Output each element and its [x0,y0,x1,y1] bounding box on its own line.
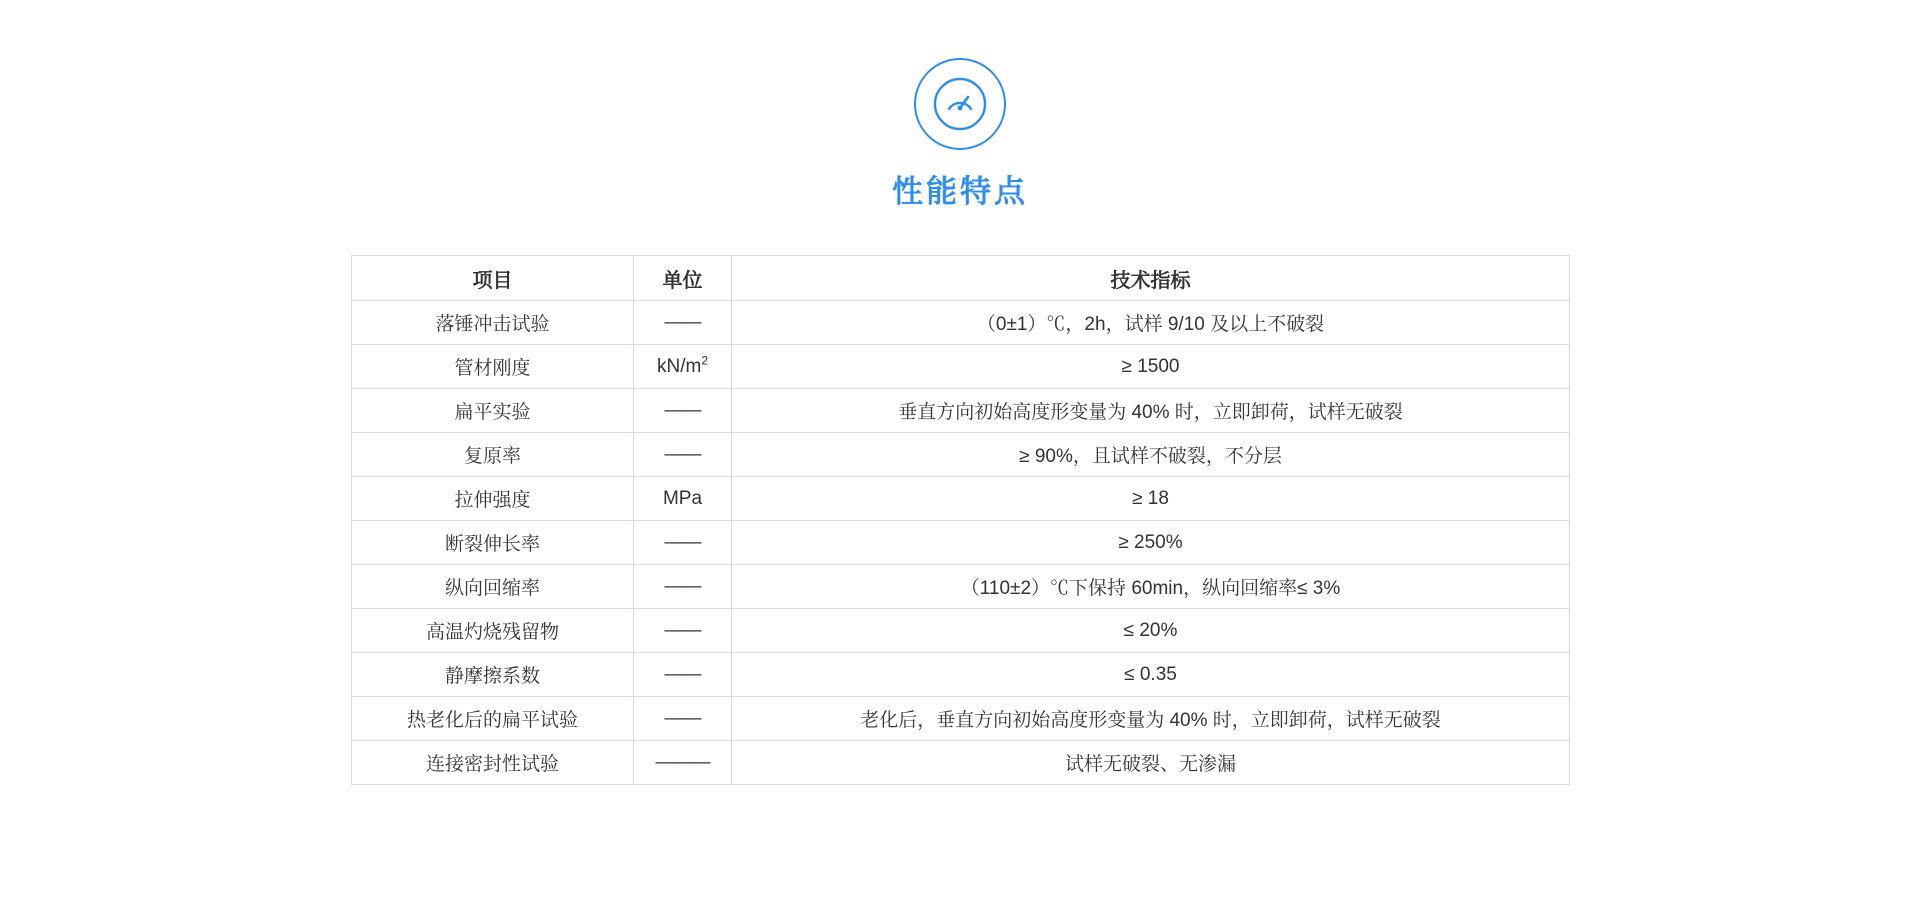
cell-unit: —— [634,389,732,433]
cell-unit-exponent: 2 [701,353,708,368]
cell-index: ≥ 18 [732,477,1570,521]
table-row [352,653,1570,697]
table-row [352,477,1570,521]
cell-index: 老化后，垂直方向初始高度形变量为 40% 时，立即卸荷，试样无破裂 [732,697,1570,741]
cell-index: （0±1）℃，2h，试样 9/10 及以上不破裂 [732,301,1570,345]
cell-item: 静摩擦系数 [352,653,634,697]
cell-index: （110±2）℃下保持 60min，纵向回缩率≤ 3% [732,565,1570,609]
spec-table [351,255,1570,785]
cell-item: 高温灼烧残留物 [352,609,634,653]
cell-unit: —— [634,609,732,653]
cell-unit: —— [634,565,732,609]
table-row [352,565,1570,609]
cell-unit: —— [634,653,732,697]
cell-unit: MPa [634,477,732,521]
table-header-row [352,256,1570,301]
cell-item: 热老化后的扁平试验 [352,697,634,741]
cell-item: 拉伸强度 [352,477,634,521]
cell-unit: ——— [634,741,732,785]
table-row [352,741,1570,785]
column-header-index: 技术指标 [732,256,1570,301]
page-header [0,0,1920,207]
table-row [352,433,1570,477]
table-row [352,521,1570,565]
cell-unit: —— [634,433,732,477]
cell-index: ≥ 90%，且试样不破裂，不分层 [732,433,1570,477]
cell-index: 试样无破裂、无渗漏 [732,741,1570,785]
table-row [352,609,1570,653]
table-head [352,256,1570,301]
cell-unit: —— [634,301,732,345]
cell-unit-base: kN/m [656,355,702,377]
column-header-item: 项目 [352,256,634,301]
spec-table-container [351,255,1569,785]
cell-item: 落锤冲击试验 [352,301,634,345]
cell-unit: —— [634,521,732,565]
cell-index: ≤ 20% [732,609,1570,653]
cell-index: ≤ 0.35 [732,653,1570,697]
cell-item: 扁平实验 [352,389,634,433]
cell-item: 复原率 [352,433,634,477]
table-row [352,697,1570,741]
cell-item: 纵向回缩率 [352,565,634,609]
cell-index: ≥ 1500 [732,345,1570,389]
cell-item: 断裂伸长率 [352,521,634,565]
table-row [352,389,1570,433]
cell-item: 连接密封性试验 [352,741,634,785]
table-body [352,301,1570,785]
cell-unit: —— [634,697,732,741]
table-row [352,301,1570,345]
gauge-icon [914,58,1006,150]
column-header-unit: 单位 [634,256,732,301]
cell-item: 管材刚度 [352,345,634,389]
cell-index: 垂直方向初始高度形变量为 40% 时，立即卸荷，试样无破裂 [732,389,1570,433]
page-title: 性能特点 [892,174,1028,209]
cell-unit [634,345,732,389]
cell-index: ≥ 250% [732,521,1570,565]
table-row [352,345,1570,389]
